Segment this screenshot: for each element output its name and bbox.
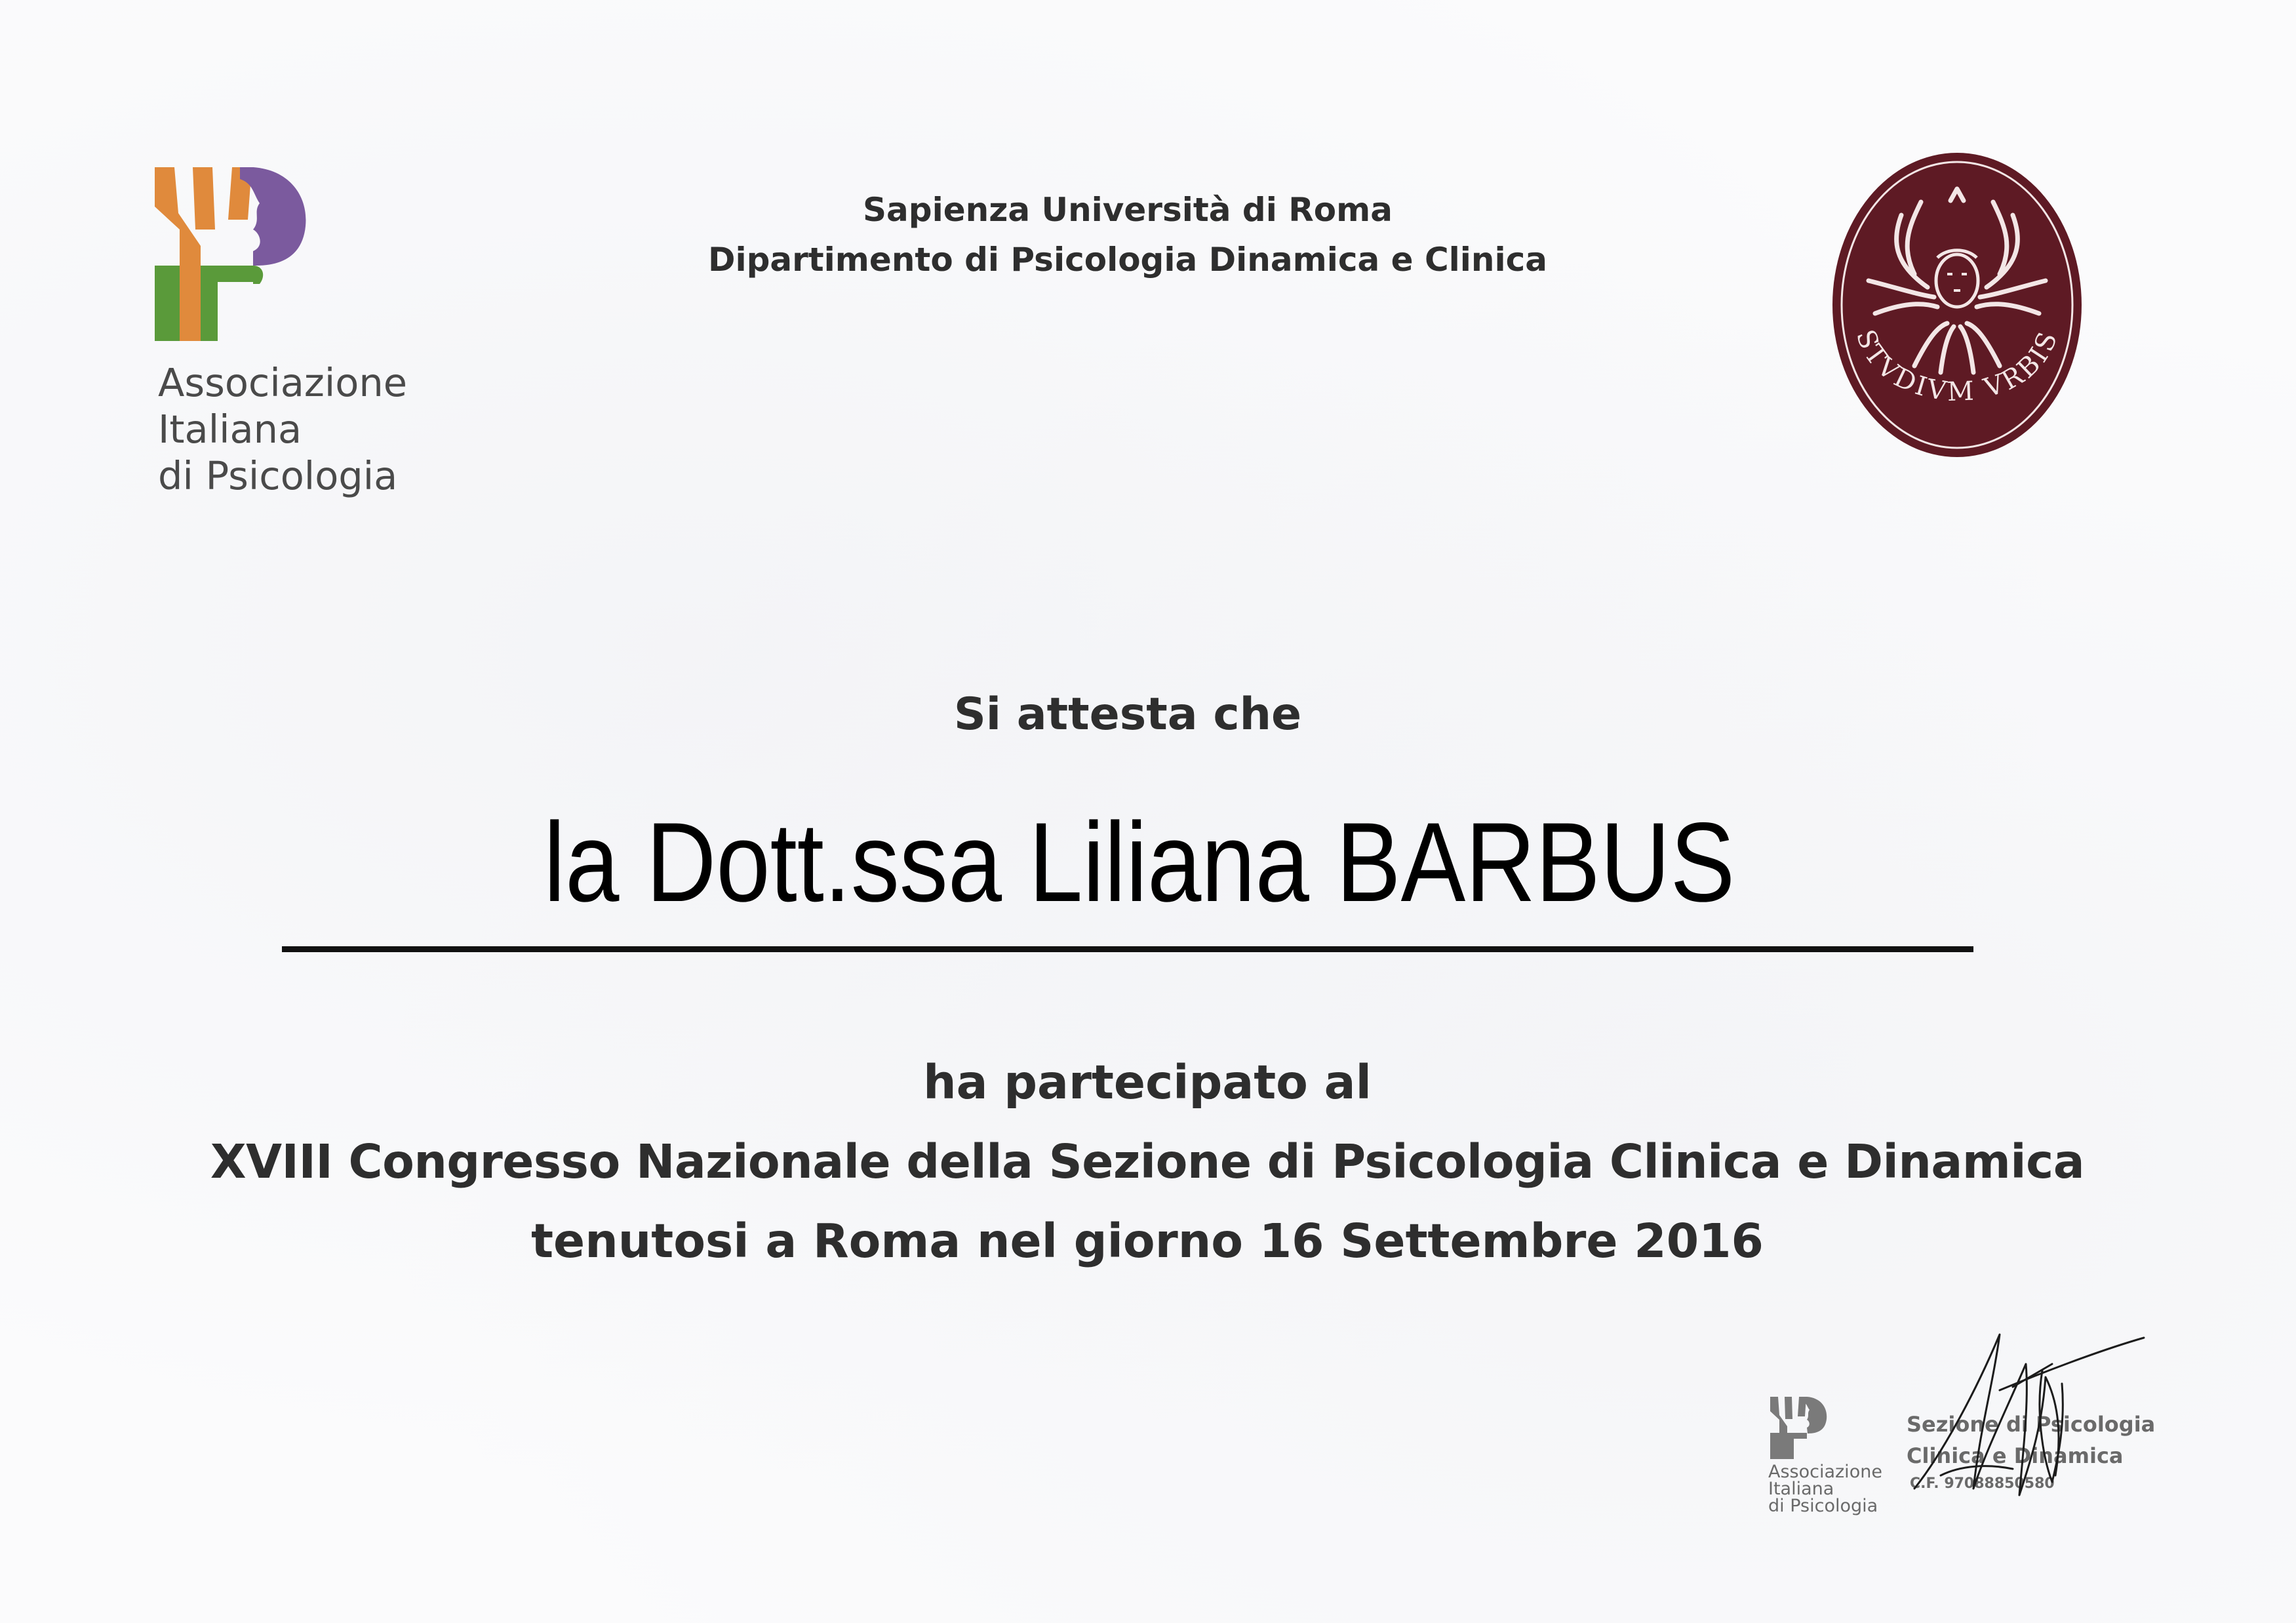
aip-logo (155, 167, 312, 341)
signature (1901, 1325, 2150, 1521)
stamp-aip-line-2: Italiana (1768, 1479, 1834, 1499)
attestation-intro: Si attesta che (953, 689, 1302, 740)
aip-name (158, 359, 407, 499)
aip-line-3: di Psicologia (158, 453, 398, 498)
seal-motto: STVDIVM VRBIS (1850, 325, 2065, 408)
institution-header (525, 185, 1731, 285)
stamp-aip-text (1768, 1464, 1882, 1515)
date-line: tenutosi a Roma nel giorno 16 Settembre 2016 (531, 1214, 1764, 1268)
stamp-section-line-2: Clinica e Dinamica (1907, 1443, 2124, 1468)
university-name: Sapienza Università di Roma (863, 191, 1393, 229)
aip-line-2: Italiana (158, 407, 302, 452)
recipient-name: la Dott.ssa Liliana BARBUS (544, 799, 1735, 925)
event-line: XVIII Congresso Nazionale della Sezione di Psicologia Clinica e Dinamica (210, 1134, 2085, 1189)
participation-line: ha partecipato al (923, 1055, 1372, 1110)
name-underline (282, 946, 1973, 952)
certificate-body (164, 1043, 2131, 1281)
sapienza-seal (1829, 150, 2085, 461)
stamp-aip-line-3: di Psicologia (1768, 1496, 1878, 1516)
department-name: Dipartimento di Psicologia Dinamica e Clinica (707, 241, 1548, 279)
stamp-aip-logo (1770, 1397, 1829, 1459)
aip-line-1: Associazione (158, 360, 408, 405)
stamp-tax-code: C.F. 97088850580 (1910, 1475, 2055, 1492)
stamp-aip-line-1: Associazione (1768, 1462, 1882, 1482)
stamp-section-line-1: Sezione di Psicologia (1907, 1412, 2156, 1437)
